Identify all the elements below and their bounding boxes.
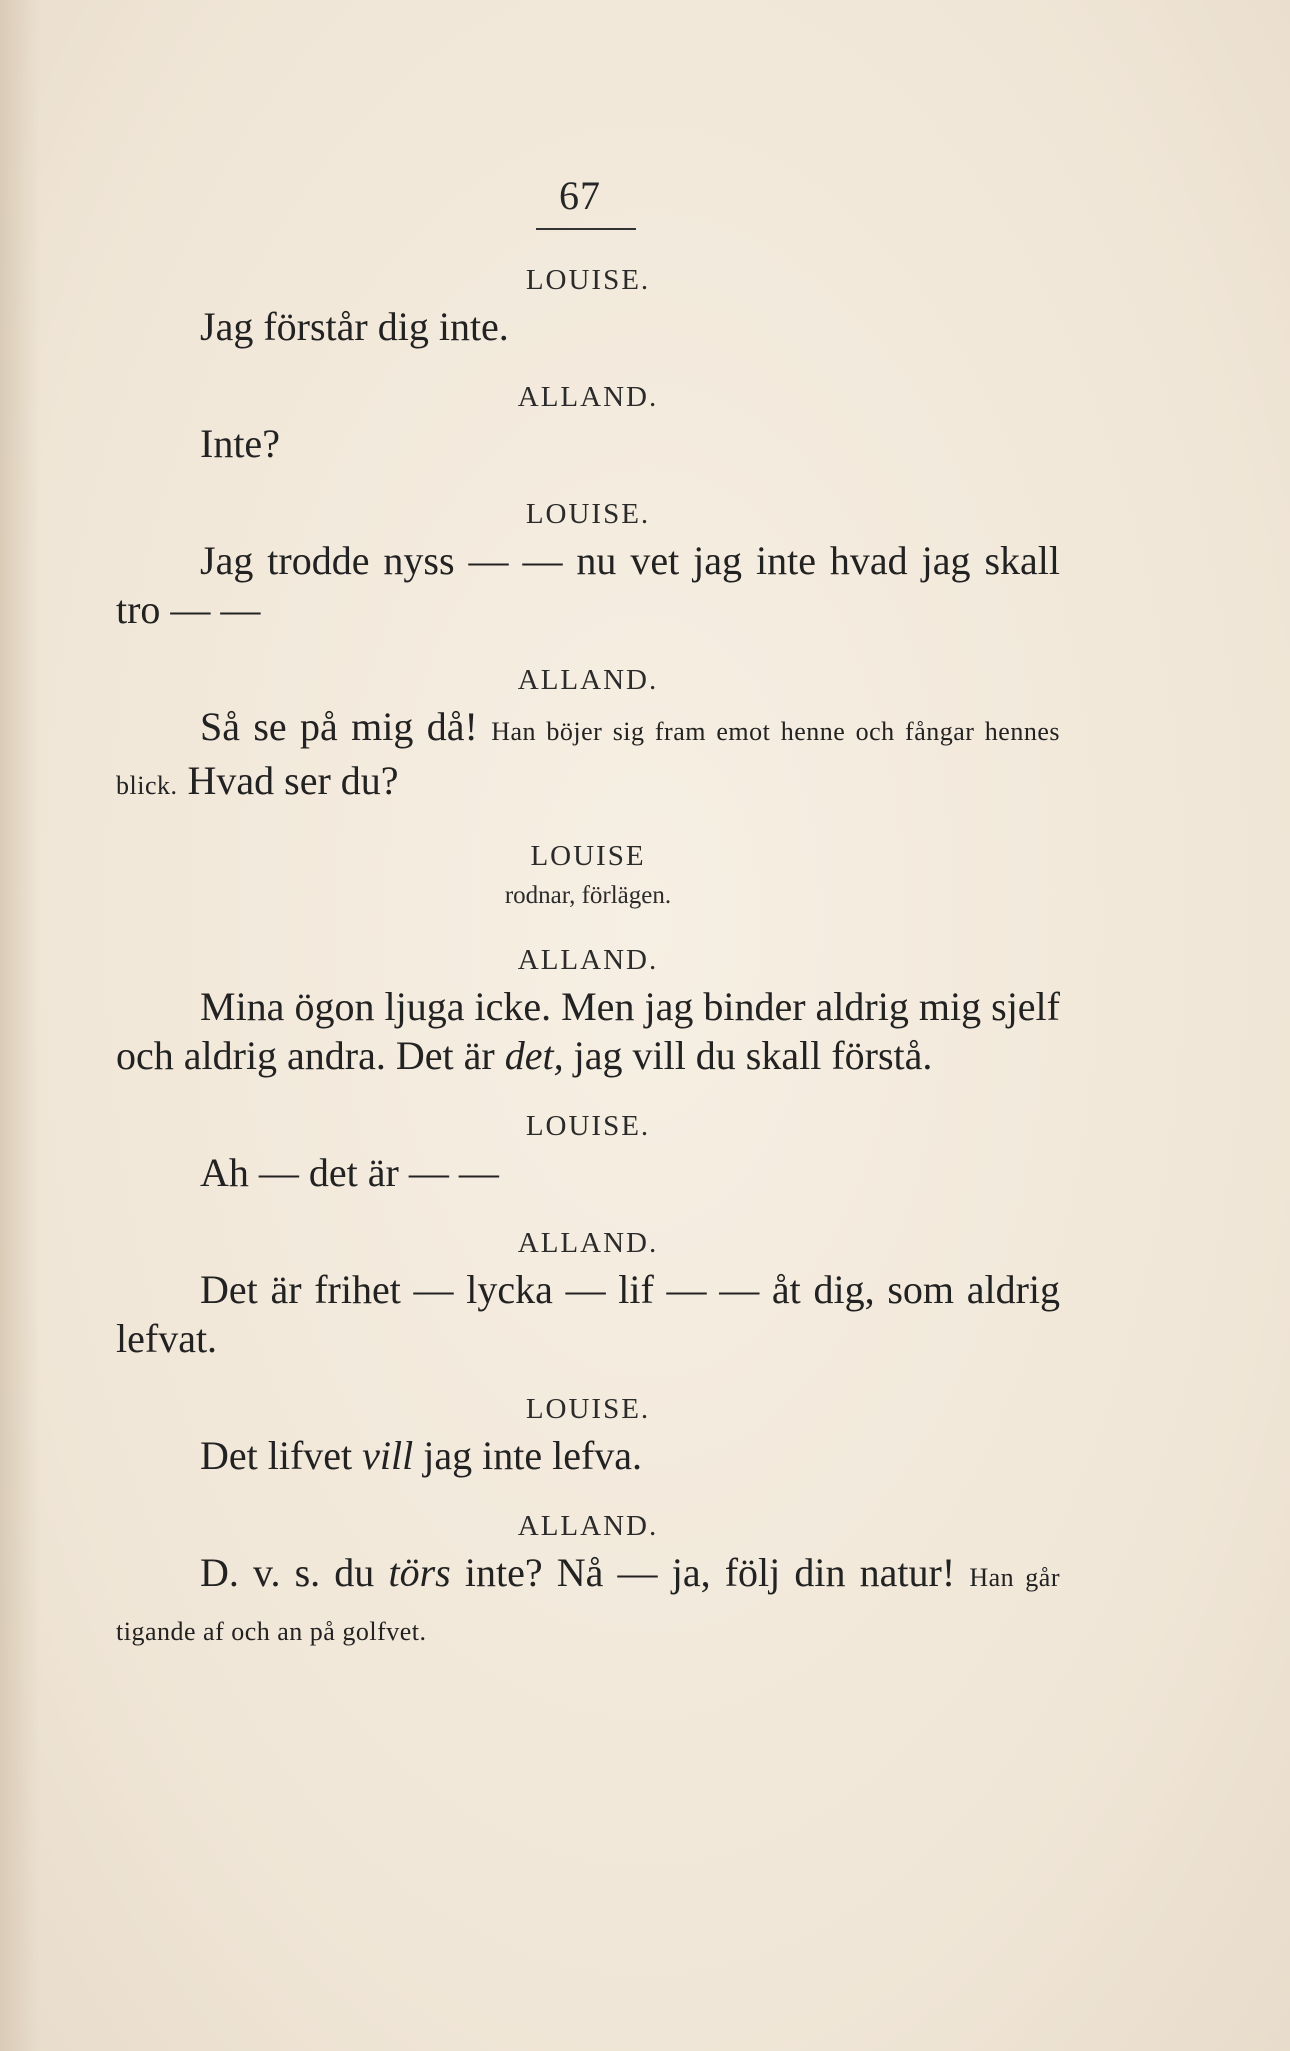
stage-direction: Han går tigande af och an på golfvet.: [116, 1563, 1061, 1646]
speech-line: [116, 1431, 1060, 1480]
speech-line: Inte?: [200, 421, 280, 466]
speech-text: Så se på mig då!: [200, 704, 478, 749]
emphasized-word: vill: [362, 1433, 414, 1478]
speech-line: Ah — det är — —: [200, 1150, 499, 1195]
speech-text: Det lifvet: [200, 1433, 353, 1478]
speech-text: jag inte lefva.: [423, 1433, 643, 1478]
speech-line: Jag förstår dig inte.: [200, 304, 509, 349]
speech-line: [116, 702, 1060, 810]
speaker-name: LOUISE.: [525, 1393, 651, 1425]
speaker-name: LOUISE.: [525, 1110, 651, 1142]
stage-direction: Han böjer sig fram emot henne och fångar hennes blick.: [116, 717, 1061, 800]
emphasized-word: det,: [504, 1033, 564, 1078]
speech-text: jag vill du skall förstå.: [573, 1033, 933, 1078]
page-number-rule: [536, 228, 636, 230]
speaker-name: LOUISE.: [525, 498, 651, 530]
stage-direction: rodnar, förlägen.: [504, 882, 672, 909]
speech-line: [116, 1548, 1060, 1656]
speaker-name: ALLAND.: [517, 1510, 659, 1542]
speech-line: Jag trodde nyss — — nu vet jag inte hvad jag skall tro — —: [116, 538, 1060, 632]
speaker-name: ALLAND.: [517, 664, 659, 696]
page-number: 67: [559, 173, 601, 218]
speaker-name: ALLAND.: [517, 944, 659, 976]
speaker-name: LOUISE.: [525, 264, 651, 296]
speech-text: Mina ögon ljuga icke. Men jag binder aldrig mig sjelf och aldrig andra. Det är: [116, 984, 1060, 1078]
speech-line: Det är frihet — lycka — lif — — åt dig, som aldrig lefvat.: [116, 1267, 1060, 1361]
speaker-name: ALLAND.: [517, 381, 659, 413]
emphasized-word: törs: [388, 1550, 451, 1595]
speech-line: [116, 982, 1060, 1080]
gutter-shadow: [0, 0, 40, 2051]
speech-text: inte? Nå — ja, följ din natur!: [464, 1550, 956, 1595]
dialogue-column: [116, 258, 1060, 1656]
speaker-name: LOUISE: [530, 840, 646, 872]
speech-text: D. v. s. du: [200, 1550, 375, 1595]
speaker-name: ALLAND.: [517, 1227, 659, 1259]
speech-text: Hvad ser du?: [187, 758, 399, 803]
